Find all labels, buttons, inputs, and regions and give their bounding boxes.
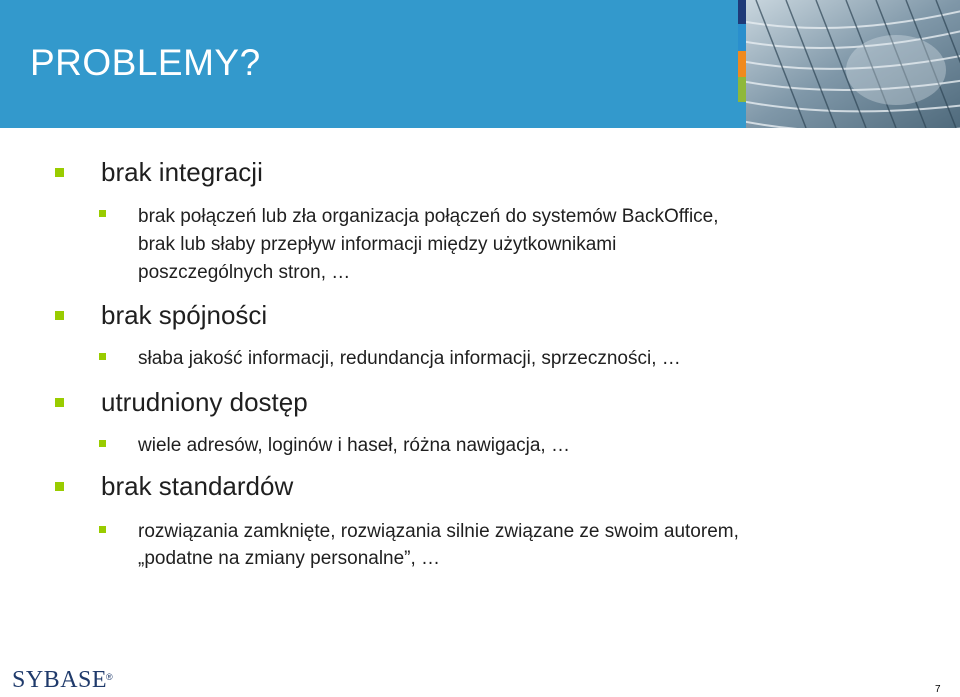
registered-mark: ® (106, 672, 113, 682)
bullet-item: utrudniony dostęp (101, 387, 308, 417)
bullet-square-icon (55, 482, 64, 491)
slide-title: PROBLEMY? (30, 42, 261, 83)
sub-bullet-square-icon (99, 353, 106, 360)
accent-stripe (738, 0, 746, 24)
sub-bullet-item: słaba jakość informacji, redundancja informacji, sprzeczności, … (138, 348, 681, 369)
sub-bullet-square-icon (99, 526, 106, 533)
accent-stripe (738, 77, 746, 102)
sub-bullet-item: rozwiązania zamknięte, rozwiązania silnie związane ze swoim autorem, (138, 521, 739, 542)
sub-bullet-item: „podatne na zmiany personalne”, … (138, 548, 441, 569)
sub-bullet-square-icon (99, 210, 106, 217)
sub-bullet-item: wiele adresów, loginów i haseł, różna nawigacja, … (138, 435, 570, 456)
bullet-square-icon (55, 311, 64, 320)
page-number: 7 (935, 684, 941, 695)
bullet-item: brak standardów (101, 471, 294, 501)
bullet-item: brak spójności (101, 300, 268, 330)
sub-bullet-square-icon (99, 440, 106, 447)
accent-stripe (738, 51, 746, 77)
accent-stripe (738, 24, 746, 51)
sub-bullet-item: poszczególnych stron, … (138, 262, 351, 283)
architecture-photo-image (746, 0, 960, 128)
bullet-square-icon (55, 398, 64, 407)
accent-stripe (738, 102, 746, 128)
bullet-square-icon (55, 168, 64, 177)
sybase-logo: SYBASE (12, 667, 108, 693)
header-photo (746, 0, 960, 128)
sub-bullet-item: brak lub słaby przepływ informacji między użytkownikami (138, 234, 617, 255)
bullet-item: brak integracji (101, 157, 263, 187)
sub-bullet-item: brak połączeń lub zła organizacja połączeń do systemów BackOffice, (138, 206, 719, 227)
